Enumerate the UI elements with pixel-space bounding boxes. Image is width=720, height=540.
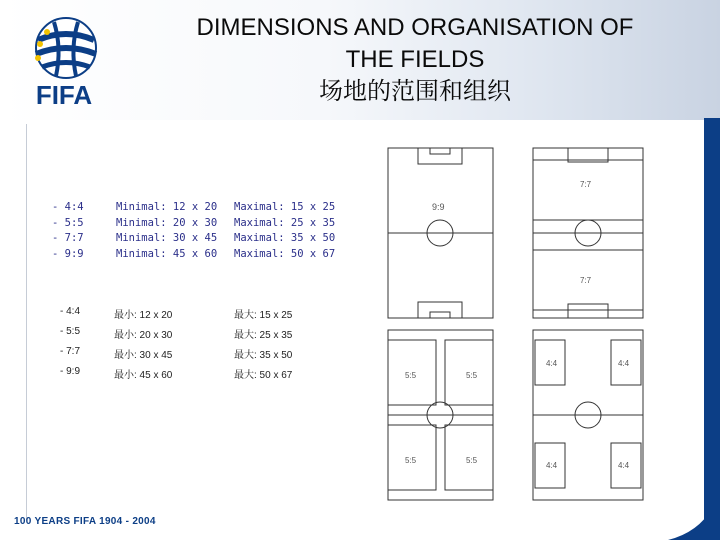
maximal-value: Maximal: 35 x 50 xyxy=(234,232,336,244)
format-label: - 9:9 xyxy=(52,247,84,260)
minimal-value: 最小: 20 x 30 xyxy=(114,330,173,341)
minimal-value: Minimal: 12 x 20 xyxy=(116,201,218,213)
maximal-value: Maximal: 15 x 25 xyxy=(234,201,336,213)
penalty-area xyxy=(418,302,462,318)
maximal-value: Maximal: 25 x 35 xyxy=(234,216,336,229)
format-label: - 7:7 xyxy=(52,232,84,244)
field-nine-a-side xyxy=(388,148,493,318)
minimal-value: 最小: 12 x 20 xyxy=(114,310,173,321)
minimal-value: 最小: 45 x 60 xyxy=(114,370,173,381)
field-label-five: 5:5 xyxy=(466,371,478,380)
logo-wordmark: FIFA xyxy=(35,80,93,110)
field-label-four: 4:4 xyxy=(618,461,630,470)
field-seven-a-side xyxy=(533,148,643,318)
maximal-value: 最大: 50 x 67 xyxy=(234,370,293,381)
field-label-four: 4:4 xyxy=(618,359,630,368)
minimal-value: 最小: 30 x 45 xyxy=(114,350,173,361)
field-label-seven: 7:7 xyxy=(580,276,592,285)
minimal-value: Minimal: 45 x 60 xyxy=(116,247,218,260)
field-label-four: 4:4 xyxy=(546,359,558,368)
footer-centennial-text: 100 YEARS FIFA 1904 - 2004 xyxy=(14,516,156,527)
format-label: - 5:5 xyxy=(60,326,81,337)
mini-field-outline xyxy=(533,160,643,220)
minimal-value: Minimal: 20 x 30 xyxy=(116,216,218,229)
title-line-2: THE FIELDS xyxy=(345,46,485,73)
maximal-value: 最大: 35 x 50 xyxy=(234,350,293,361)
field-label-five: 5:5 xyxy=(405,456,417,465)
field-label-seven: 7:7 xyxy=(580,180,592,189)
title-line-3: 场地的范围和组织 xyxy=(319,78,511,105)
maximal-value: Maximal: 50 x 67 xyxy=(234,247,336,260)
format-label: - 5:5 xyxy=(52,216,84,229)
penalty-area xyxy=(418,148,462,164)
penalty-area xyxy=(568,304,608,318)
maximal-value: 最大: 15 x 25 xyxy=(234,310,293,321)
format-label: - 9:9 xyxy=(60,366,81,377)
goal-area xyxy=(430,148,450,154)
field-label-five: 5:5 xyxy=(405,371,417,380)
format-label: - 7:7 xyxy=(60,346,81,357)
format-label: - 4:4 xyxy=(60,306,81,317)
brand-side-bar xyxy=(704,118,720,540)
brand-corner-swoosh xyxy=(668,490,720,540)
field-label-five: 5:5 xyxy=(466,456,478,465)
field-label-nine: 9:9 xyxy=(432,202,445,212)
field-four-a-side xyxy=(533,330,643,500)
format-label: - 4:4 xyxy=(52,201,84,213)
title-line-1: DIMENSIONS AND ORGANISATION OF xyxy=(196,14,634,41)
minimal-value: Minimal: 30 x 45 xyxy=(116,232,218,244)
field-five-a-side xyxy=(388,330,493,500)
goal-area xyxy=(430,312,450,318)
maximal-value: 最大: 25 x 35 xyxy=(234,330,293,341)
field-label-four: 4:4 xyxy=(546,461,558,470)
